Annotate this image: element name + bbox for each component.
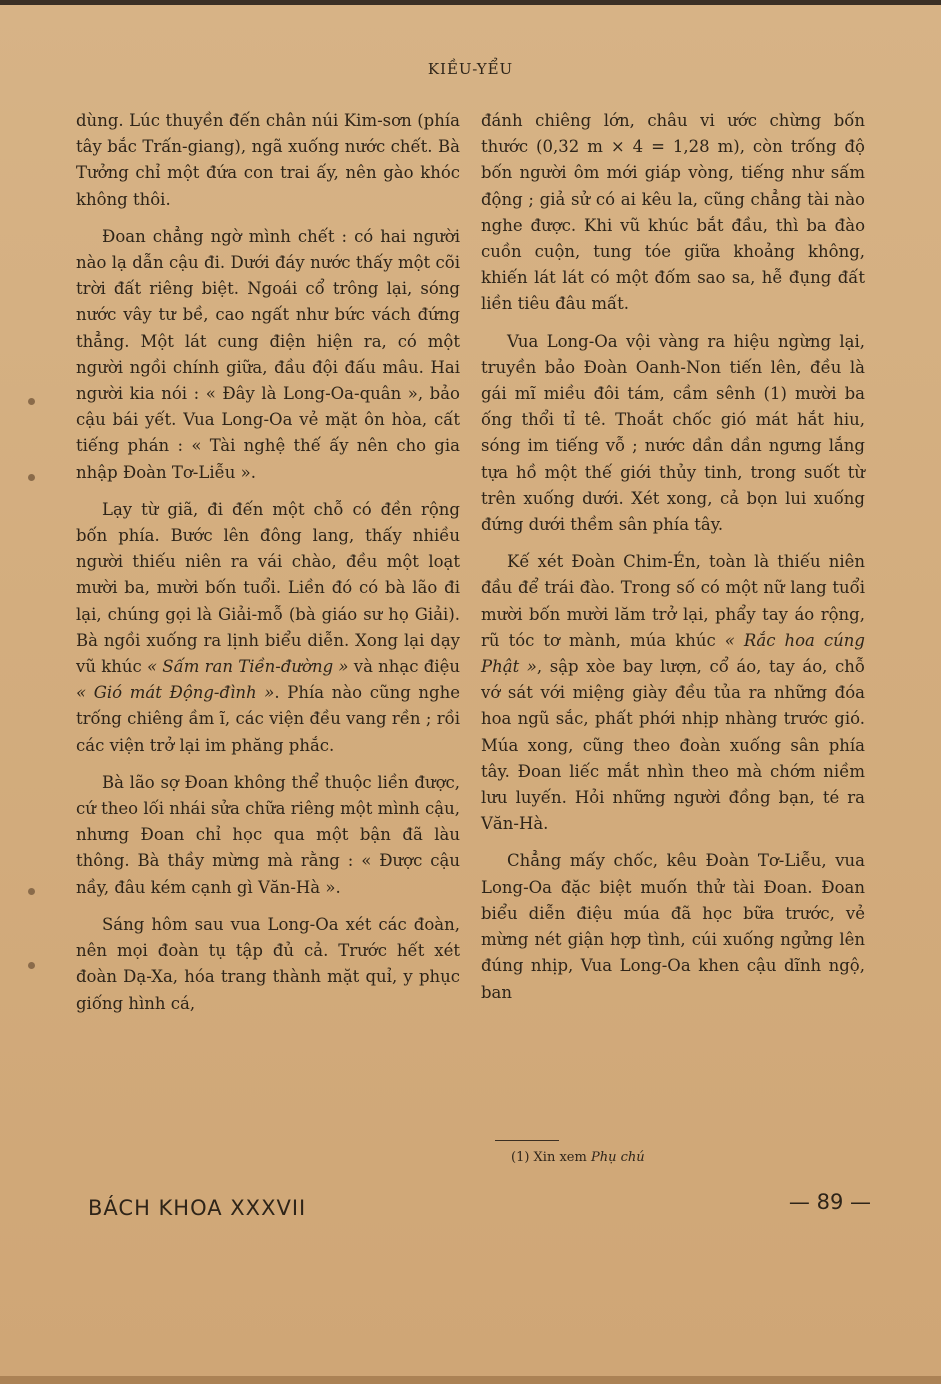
left-paragraph-5: Sáng hôm sau vua Long-Oa xét các đoàn, nên mọi đoàn tụ tập đủ cả. Trước hết xét đoàn Dạ-Xa, hóa trang thành mặt quỉ, y phục giống hình cá,: [76, 914, 460, 1013]
binding-hole-mark: [28, 962, 35, 969]
left-paragraph-3-text-a: Lạy từ giã, đi đến một chỗ có đền rộng bốn phía. Bước lên đông lang, thấy nhiều người thiếu niên ra vái chào, đều một loạt mười ba, mười bốn tuổi. Liền đó có bà lão đi lại, chúng gọi là Giải-mỗ (bà giáo sư họ Giải). Bà ngồi xuống ra lịnh biểu diễn. Xong lại dạy vũ khúc: [76, 499, 460, 677]
right-paragraph-3-text-b: , sập xòe bay lượn, cổ áo, tay áo, chỗ vớ sát với miệng giày đều tủa ra những đóa hoa ngũ sắc, phất phới nhịp nhàng trước gió. Múa xong, cũng theo đoàn xuống sân phía tây. Đoan liếc mắt nhìn theo mà chớm niềm lưu luyến. Hỏi những người đồng bạn, té ra Văn-Hà.: [481, 657, 865, 834]
left-paragraph-3: [76, 497, 460, 759]
page-bottom-edge: [0, 1376, 941, 1384]
song-title-3: « Rắc hoa cúng Phật »: [481, 630, 865, 677]
right-column: [481, 108, 865, 1017]
right-paragraph-4: Chẳng mấy chốc, kêu Đoàn Tơ-Liễu, vua Long-Oa đặc biệt muốn thử tài Đoan. Đoan biểu diễn điệu múa đã học bữa trước, vẻ mừng nét giận hợp tình, cúi xuống ngửng lên đúng nhịp, Vua Long-Oa khen cậu dĩnh ngộ, ban: [481, 851, 865, 1002]
binding-hole-mark: [28, 398, 35, 405]
binding-hole-mark: [28, 888, 35, 895]
left-column: [76, 108, 460, 1028]
running-title: KIỀU-YỂU: [427, 60, 514, 78]
left-paragraph-3-text-c: . Phía nào cũng nghe trống chiêng ầm ĩ, các viện đều vang rền ; rồi các viện trở lại im phăng phắc.: [76, 683, 460, 755]
footnote-marker: (1) Xin xem: [511, 1150, 587, 1165]
magazine-title: BÁCH KHOA XXXVII: [88, 1196, 307, 1220]
right-paragraph-2: Vua Long-Oa vội vàng ra hiệu ngừng lại, truyền bảo Đoàn Oanh-Non tiến lên, đều là gái mĩ miều đôi tám, cầm sênh (1) mười ba ống thổi tỉ tê. Thoắt chốc gió mát hắt hiu, sóng im tiếng vỗ ; nước dần dần ngưng lắng tựa hồ một thế giới thủy tinh, trong suốt từ trên xuống dưới. Xét xong, cả bọn lui xuống đứng dưới thềm sân phía tây.: [481, 331, 865, 535]
binding-hole-mark: [28, 474, 35, 481]
left-paragraph-2: Đoan chẳng ngờ mình chết : có hai người nào lạ dẫn cậu đi. Dưới đáy nước thấy một cõi trời đất riêng biệt. Ngoái cổ trông lại, sóng nước vây tư bề, cao ngất như bức vách đứng thẳng. Một lát cung điện hiện ra, có một người ngồi chính giữa, đầu đội đấu mâu. Hai người kia nói : « Đây là Long-Oa-quân », bảo cậu bái yết. Vua Long-Oa vẻ mặt ôn hòa, cất tiếng phán : « Tài nghệ thế ấy nên cho gia nhập Đoàn Tơ-Liễu ».: [76, 226, 460, 482]
right-paragraph-3: [481, 549, 865, 837]
song-title-1: « Sấm ran Tiền-đường »: [146, 657, 349, 677]
footnote: [511, 1150, 645, 1165]
left-paragraph-1: dùng. Lúc thuyền đến chân núi Kim-sơn (phía tây bắc Trấn-giang), ngã xuống nước chết. Bà Tưởng chỉ một đứa con trai ấy, nên gào khóc không thôi.: [76, 111, 460, 209]
page-top-edge: [0, 0, 941, 5]
right-paragraph-3-text-a: Kế xét Đoàn Chim-Én, toàn là thiếu niên đầu để trái đào. Trong số có một nữ lang tuổi mười bốn mười lăm trở lại, phẩy tay áo rộng, rũ tóc tơ mành, múa khúc: [481, 552, 865, 650]
left-paragraph-3-text-b: và nhạc điệu: [348, 657, 460, 677]
footnote-rule: [495, 1140, 559, 1141]
song-title-2: « Gió mát Động-đình »: [76, 683, 275, 703]
page-number: — 89 —: [788, 1190, 871, 1214]
right-paragraph-1: đánh chiêng lớn, châu vi ước chừng bốn thước (0,32 m × 4 = 1,28 m), còn trống độ bốn người ôm mới giáp vòng, tiếng như sấm động ; giả sử có ai kêu la, cũng chẳng tài nào nghe được. Khi vũ khúc bắt đầu, thì ba đào cuồn cuộn, tung tóe giữa khoảng không, khiến lát lát có một đốm sao sa, hễ đụng đất liền tiêu đâu mất.: [481, 111, 865, 314]
footnote-ref: Phụ chú: [590, 1150, 645, 1165]
left-paragraph-4: Bà lão sợ Đoan không thể thuộc liền được, cứ theo lối nhái sửa chữa riêng một mình cậu, nhưng Đoan chỉ học qua một bận đã làu thông. Bà thầy mừng mà rằng : « Được cậu nầy, đâu kém cạnh gì Văn-Hà ».: [76, 772, 460, 897]
